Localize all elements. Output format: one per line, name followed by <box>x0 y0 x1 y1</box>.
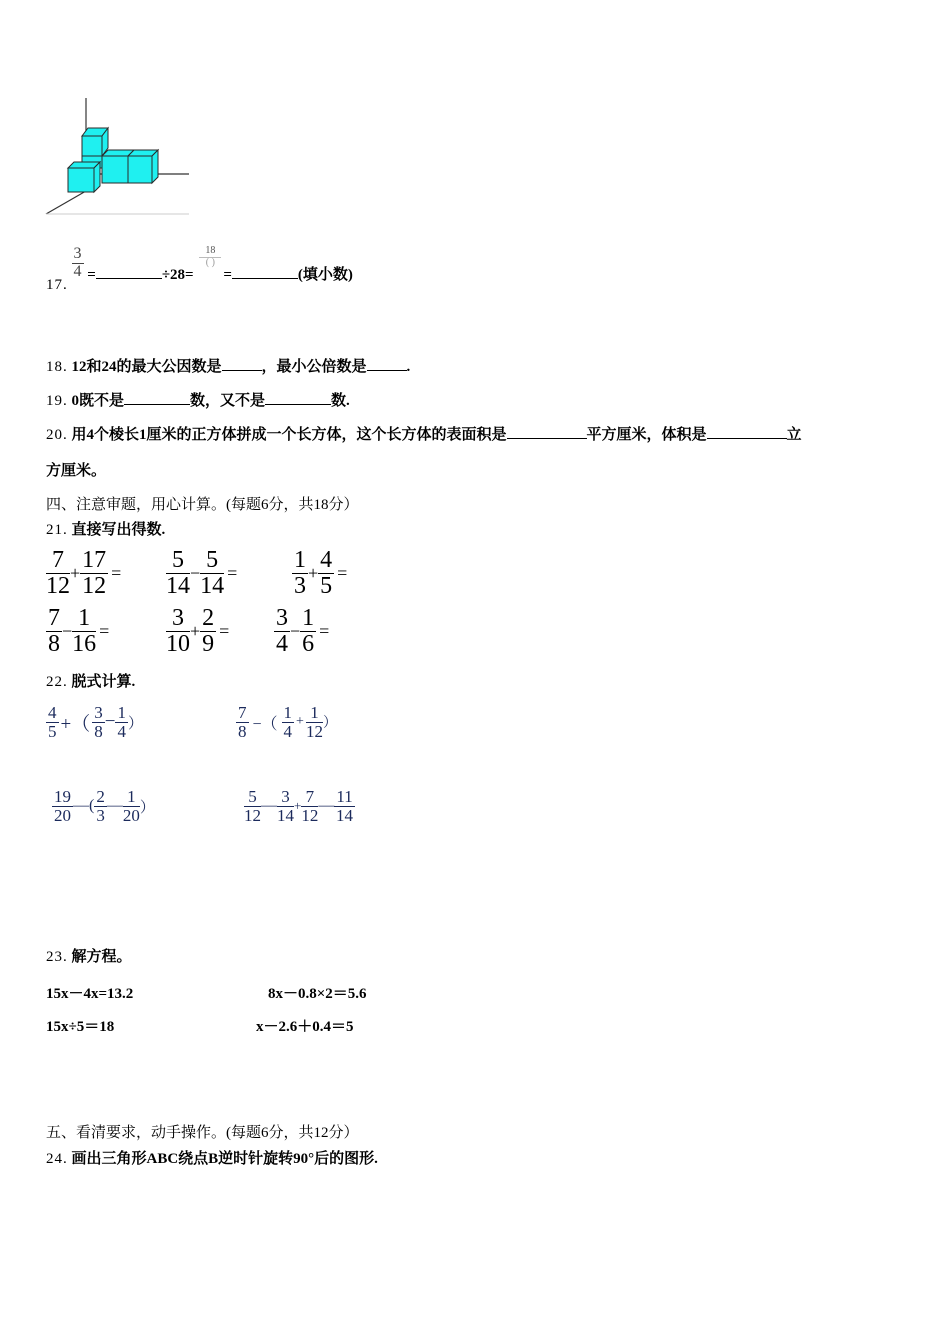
q21-expr: $\frac{1}{3}$ + $\frac{4}{5}$ = <box>294 547 348 600</box>
question-19: 19. 0既不是 数，又不是 数. <box>46 390 350 411</box>
section-5-title: 五、看清要求，动手操作。(每题6分，共12分） <box>46 1125 359 1141</box>
answer-blank[interactable] <box>707 424 787 439</box>
question-18: 18. 12和24的最大公因数是 ，最小公倍数是 . <box>46 356 410 377</box>
q21-expr: $\frac{7}{12}$ + $\frac{17}{12}$ = <box>46 547 122 600</box>
q21-expr: $\frac{3}{4}$ − $\frac{1}{6}$ = <box>276 605 330 658</box>
fraction: $\frac{18}{( )}$ <box>199 246 221 268</box>
q22-expr-1: $\frac{4}{5}$ +（ $\frac{3}{8}$ − $\frac{1}{4}$ ） <box>48 703 143 741</box>
question-20-continued: 方厘米。 <box>46 463 107 479</box>
question-24: 24. 画出三角形ABC绕点B逆时针旋转90°后的图形. <box>46 1151 378 1167</box>
answer-blank[interactable] <box>222 356 262 371</box>
q21-row-2 <box>46 606 329 657</box>
question-number: 24. <box>46 1151 68 1167</box>
question-number: 17. <box>46 276 68 293</box>
answer-blank[interactable] <box>96 264 162 279</box>
equation: x－2.6＋0.4＝5 <box>256 1019 354 1035</box>
q22-expr-4: $\frac{5}{12}$ — $\frac{3}{14}$ + $\frac{7}{12}$ — $\frac{11}{14}$ <box>244 787 354 825</box>
question-20: 20. 用4个棱长1厘米的正方体拼成一个长方体，这个长方体的表面积是 平方厘米，体积是 立 <box>46 424 802 445</box>
answer-blank[interactable] <box>265 390 331 405</box>
fraction: $\frac{3}{4}$ <box>73 245 82 280</box>
answer-blank[interactable] <box>367 356 407 371</box>
q21-expr: $\frac{7}{8}$ − $\frac{1}{16}$ = <box>48 605 110 658</box>
question-number: 20. <box>46 427 68 443</box>
section-4-title: 四、注意审题，用心计算。(每题6分，共18分） <box>46 497 359 513</box>
answer-blank[interactable] <box>507 424 587 439</box>
q22-expr-2: $\frac{7}{8}$ −（ $\frac{1}{4}$ + $\frac{1}{12}$ ） <box>238 703 337 741</box>
question-23: 23. 解方程。 <box>46 949 132 965</box>
q22-expr-3: $\frac{19}{20}$ —( $\frac{2}{3}$ — $\frac{1}{20}$ ） <box>54 787 155 825</box>
equation: 15x÷5＝18 <box>46 1019 115 1035</box>
question-21: 21. 直接写出得数. <box>46 522 166 538</box>
q21-expr: $\frac{3}{10}$ + $\frac{2}{9}$ = <box>166 605 230 658</box>
equation: 8x－0.8×2＝5.6 <box>268 986 367 1002</box>
question-17: 17. $\frac{3}{4}$ = ÷28= $\frac{18}{( )}$ = (填小数) <box>46 245 353 293</box>
answer-blank[interactable] <box>232 264 298 279</box>
question-22: 22. 脱式计算. <box>46 674 136 690</box>
cube-stack-figure <box>44 96 194 218</box>
q21-row-1 <box>46 548 347 599</box>
question-number: 21. <box>46 522 68 538</box>
question-number: 22. <box>46 674 68 690</box>
equation: 15x－4x=13.2 <box>46 986 134 1002</box>
answer-blank[interactable] <box>124 390 190 405</box>
question-number: 19. <box>46 393 68 409</box>
question-number: 18. <box>46 359 68 375</box>
question-number: 23. <box>46 949 68 965</box>
q21-expr: $\frac{5}{14}$ − $\frac{5}{14}$ = <box>166 547 238 600</box>
